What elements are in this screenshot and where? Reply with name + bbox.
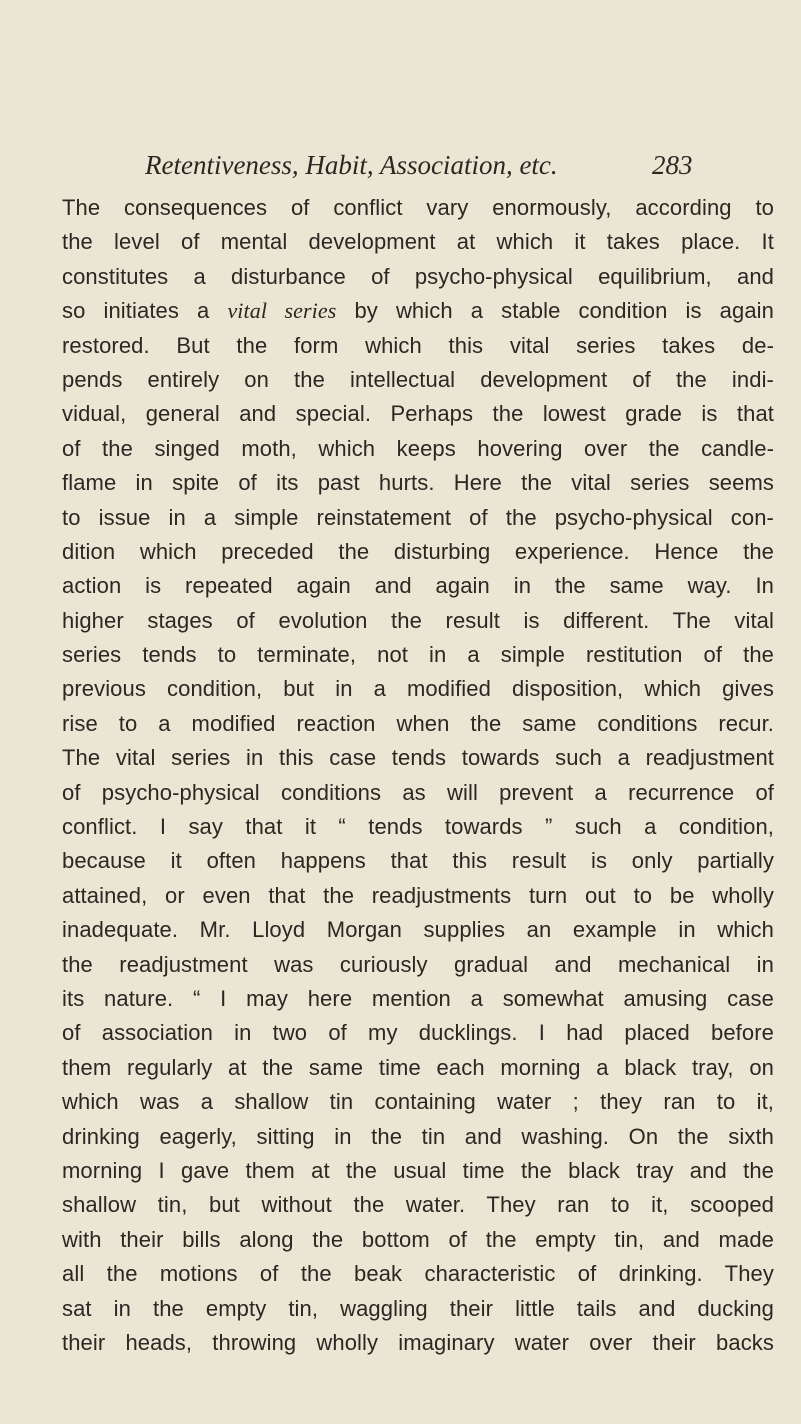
text-line: of psycho-physical conditions as will prevent a recurrence of (62, 779, 774, 805)
text-line: all the motions of the beak characteristic of drinking. They (62, 1261, 774, 1287)
text-line: which was a shallow tin containing water ; they ran to it, (62, 1089, 774, 1115)
text-line: conflict. I say that it “ tends towards ” such a condition, (62, 814, 774, 840)
text-line: its nature. “ I may here mention a somewhat amusing case (62, 985, 774, 1011)
text-line: rise to a modified reaction when the same conditions recur. (62, 710, 774, 736)
text-line: to issue in a simple reinstatement of the psycho-physical con- (62, 504, 774, 530)
text-line: sat in the empty tin, waggling their little tails and ducking (62, 1295, 774, 1321)
text-line: series tends to terminate, not in a simple restitution of the (62, 642, 774, 668)
text-line: attained, or even that the readjustments turn out to be wholly (62, 882, 774, 908)
text-line: inadequate. Mr. Lloyd Morgan supplies an example in which (62, 917, 774, 943)
text-line (62, 294, 774, 328)
text-line: dition which preceded the disturbing experience. Hence the (62, 538, 774, 564)
text-line: The vital series in this case tends towards such a readjustment (62, 745, 774, 771)
text-line: with their bills along the bottom of the empty tin, and made (62, 1226, 774, 1252)
text-line: pends entirely on the intellectual development of the indi- (62, 366, 774, 392)
text-line: the readjustment was curiously gradual and mechanical in (62, 951, 774, 977)
text-line: morning I gave them at the usual time the black tray and the (62, 1157, 774, 1183)
text-line: of association in two of my ducklings. I had placed before (62, 1020, 774, 1046)
running-head (145, 145, 775, 185)
text-line: constitutes a disturbance of psycho-physical equilibrium, and (62, 263, 774, 289)
text-line: vidual, general and special. Perhaps the lowest grade is that (62, 401, 774, 427)
text-line: because it often happens that this result is only partially (62, 848, 774, 874)
text-line: shallow tin, but without the water. They ran to it, scooped (62, 1192, 774, 1218)
text-line: The consequences of conflict vary enormously, according to (62, 195, 774, 220)
running-title: Retentiveness, Habit, Association, etc. (145, 150, 558, 180)
text-line: their heads, throwing wholly imaginary water over their backs (62, 1329, 774, 1355)
text-line: restored. But the form which this vital series takes de- (62, 332, 774, 358)
text-run: so initiates a (62, 298, 228, 324)
text-run: by which a stable condition is again (336, 298, 774, 324)
page-number: 283 (652, 150, 693, 180)
text-line: them regularly at the same time each morning a black tray, on (62, 1054, 774, 1080)
text-line: action is repeated again and again in the same way. In (62, 573, 774, 599)
italic-term: vital series (227, 298, 337, 324)
text-line: the level of mental development at which it takes place. It (62, 229, 774, 255)
text-line: flame in spite of its past hurts. Here the vital series seems (62, 470, 774, 496)
text-line: higher stages of evolution the result is different. The vital (62, 607, 774, 633)
text-line: of the singed moth, which keeps hovering over the candle- (62, 435, 774, 461)
text-line: previous condition, but in a modified disposition, which gives (62, 676, 774, 702)
text-line: drinking eagerly, sitting in the tin and washing. On the sixth (62, 1123, 774, 1149)
body-text (62, 191, 774, 1360)
